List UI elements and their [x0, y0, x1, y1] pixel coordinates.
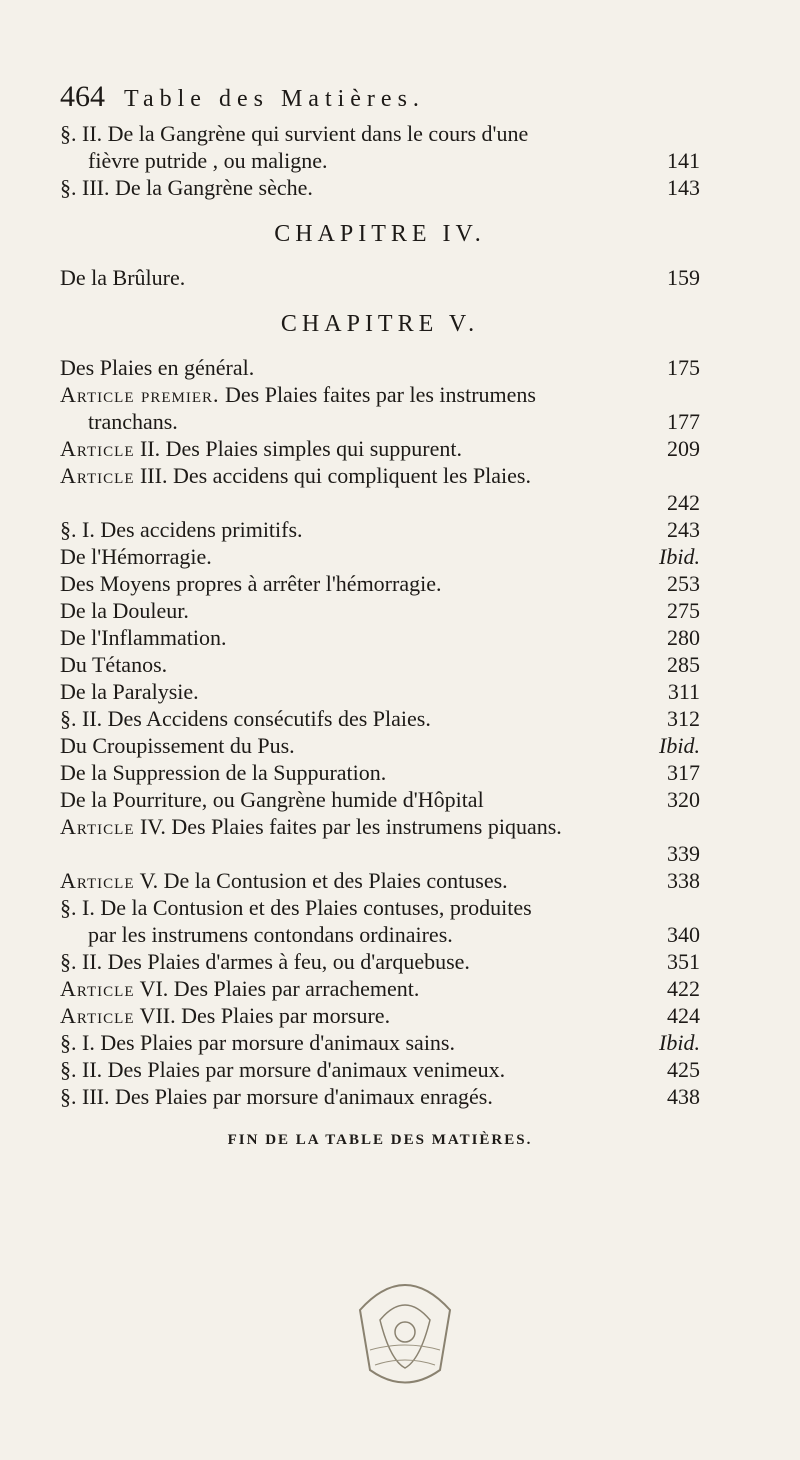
entry-page: 338: [667, 868, 700, 893]
entry-text: [60, 867, 508, 894]
entry-title: De la Pourriture, ou Gangrène humide d'Hôpital: [60, 787, 484, 812]
entry-title: §. II. Des Plaies par morsure d'animaux venimeux.: [60, 1057, 506, 1082]
entry-page: 320: [667, 787, 700, 812]
entry-page: 275: [667, 598, 700, 623]
entry-text: [88, 147, 327, 174]
entry-page: 425: [667, 1057, 700, 1082]
chapter-v-entries-b: [60, 516, 700, 840]
entry-page: 177: [667, 409, 700, 434]
page-number: 464: [60, 80, 105, 113]
toc-entry: [60, 435, 700, 462]
entry-title: VI. Des Plaies par arrachement.: [134, 976, 420, 1001]
entry-title: De la Paralysie.: [60, 679, 199, 704]
article-label: Article: [60, 814, 135, 839]
entry-text: [88, 408, 178, 435]
article-label: Article: [60, 868, 135, 893]
entry-title: §. II. Des Accidens consécutifs des Plaies.: [60, 706, 431, 731]
toc-entry: [60, 732, 700, 759]
entry-text: [60, 543, 212, 570]
entry-text: [60, 786, 484, 813]
entry-text: [60, 678, 199, 705]
entry-text: [60, 624, 226, 651]
toc-entry: [60, 651, 700, 678]
entry-text: [60, 597, 189, 624]
entry-page: 311: [667, 679, 700, 704]
entry-page: 280: [667, 625, 700, 650]
entry-title: Du Croupissement du Pus.: [60, 733, 295, 758]
chapter-iv-heading: CHAPITRE IV.: [274, 221, 486, 247]
entry-title: fièvre putride , ou maligne.: [88, 148, 328, 173]
entry-title: Du Tétanos.: [60, 652, 168, 677]
toc-entry: [60, 948, 700, 975]
entry-text: [60, 651, 167, 678]
chapter-v-entries: [60, 354, 700, 489]
toc-entry: [60, 1002, 700, 1029]
entry-page: 141: [667, 148, 700, 173]
entry-page: 422: [667, 976, 700, 1001]
entry-text: [60, 705, 431, 732]
entry-text: [60, 948, 470, 975]
chapter-v-heading: CHAPITRE V.: [280, 311, 480, 337]
entry-title: §. I. De la Contusion et des Plaies contuses, produites: [60, 895, 532, 920]
entry-page: Ibid.: [659, 733, 700, 758]
entry-page: 242: [667, 490, 700, 515]
toc-entry: [60, 120, 700, 147]
entry-text: [60, 759, 386, 786]
entry-text: [60, 174, 313, 201]
article-label: Article premier.: [60, 382, 220, 407]
toc-entry: [60, 867, 700, 894]
article-label: Article: [60, 463, 135, 488]
toc-entry: [60, 1056, 700, 1083]
entry-title: V. De la Contusion et des Plaies contuses.: [134, 868, 508, 893]
entry-page: 175: [667, 355, 700, 380]
toc-entry: [60, 1029, 700, 1056]
entry-page: 243: [667, 517, 700, 542]
entry-page: 143: [667, 175, 700, 200]
entry-text: [60, 435, 462, 462]
entry-text: [60, 732, 295, 759]
toc-entry: [60, 813, 700, 840]
entry-text: [60, 120, 528, 147]
entry-title: De l'Inflammation.: [60, 625, 227, 650]
entry-text: [60, 462, 531, 489]
running-title: Table des Matières.: [124, 86, 425, 112]
entry-title: §. III. Des Plaies par morsure d'animaux enragés.: [60, 1084, 493, 1109]
entry-page: 312: [667, 706, 700, 731]
toc-entry: [60, 624, 700, 651]
entry-title: Des Plaies en général.: [60, 355, 255, 380]
entry-text: [60, 1002, 390, 1029]
toc-entry: [60, 354, 700, 381]
entry-page: 351: [667, 949, 700, 974]
entry-page: 209: [667, 436, 700, 461]
entry-title: De la Douleur.: [60, 598, 189, 623]
entry-title: II. Des Plaies simples qui suppurent.: [134, 436, 463, 461]
entry-text: [60, 381, 536, 408]
entry-text: De la Brûlure.: [60, 265, 186, 290]
entry-title: §. II. De la Gangrène qui survient dans le cours d'une: [60, 121, 529, 146]
entry-title: Des Plaies faites par les instrumens: [219, 382, 536, 407]
toc-entry: [60, 597, 700, 624]
entry-title: §. III. De la Gangrène sèche.: [60, 175, 313, 200]
entry-page: Ibid.: [659, 1030, 700, 1055]
article-label: Article: [60, 1003, 135, 1028]
entry-title: De l'Hémorragie.: [60, 544, 212, 569]
toc-entry: [60, 147, 700, 174]
entry-title: IV. Des Plaies faites par les instrumens piquans.: [134, 814, 562, 839]
entry-title: VII. Des Plaies par morsure.: [134, 1003, 391, 1028]
toc-entry: [60, 786, 700, 813]
toc-entry: [60, 516, 700, 543]
article-label: Article: [60, 976, 135, 1001]
floral-tailpiece-icon: [330, 1250, 480, 1400]
closing-line: FIN DE LA TABLE DES MATIÈRES.: [227, 1132, 533, 1148]
entry-text: [60, 1056, 505, 1083]
entry-title: Des Moyens propres à arrêter l'hémorragie.: [60, 571, 442, 596]
entry-title: §. I. Des accidens primitifs.: [60, 517, 303, 542]
entry-title: De la Suppression de la Suppuration.: [60, 760, 387, 785]
entry-text: [60, 975, 419, 1002]
toc-entry: [60, 174, 700, 201]
entry-title: §. I. Des Plaies par morsure d'animaux sains.: [60, 1030, 455, 1055]
entry-text: [60, 813, 562, 840]
toc-entry: [60, 894, 700, 921]
entry-page: Ibid.: [659, 544, 700, 569]
toc-entry: [60, 570, 700, 597]
entry-page: 438: [667, 1084, 700, 1109]
entry-title: par les instrumens contondans ordinaires.: [88, 922, 453, 947]
entry-text: [60, 516, 303, 543]
toc-entry: [60, 921, 700, 948]
entries-top: [60, 120, 700, 201]
entry-page: 285: [667, 652, 700, 677]
toc-entry: [60, 759, 700, 786]
entry-text: [60, 894, 532, 921]
entry-title: III. Des accidens qui compliquent les Plaies.: [134, 463, 531, 488]
entry-text: [60, 354, 254, 381]
toc-entry: [60, 975, 700, 1002]
entry-text: [60, 570, 441, 597]
toc-page: [60, 80, 700, 1149]
chapter-v-entries-c: [60, 867, 700, 1110]
toc-entry: [60, 1083, 700, 1110]
toc-entry: [60, 705, 700, 732]
entry-page: 159: [667, 265, 700, 290]
entry-page: 339: [667, 841, 700, 866]
toc-entry: [60, 408, 700, 435]
toc-entry: [60, 678, 700, 705]
entry-page: 253: [667, 571, 700, 596]
article-label: Article: [60, 436, 135, 461]
entry-title: tranchans.: [88, 409, 178, 434]
entry-title: §. II. Des Plaies d'armes à feu, ou d'arquebuse.: [60, 949, 470, 974]
entry-text: [60, 1029, 455, 1056]
entry-page: 317: [667, 760, 700, 785]
toc-entry: [60, 381, 700, 408]
entry-text: [60, 1083, 493, 1110]
toc-entry: [60, 264, 700, 291]
toc-entry: [60, 543, 700, 570]
entry-page: 340: [667, 922, 700, 947]
page-header: [60, 80, 700, 120]
toc-entry: [60, 462, 700, 489]
entry-page: 424: [667, 1003, 700, 1028]
entry-text: [88, 921, 453, 948]
